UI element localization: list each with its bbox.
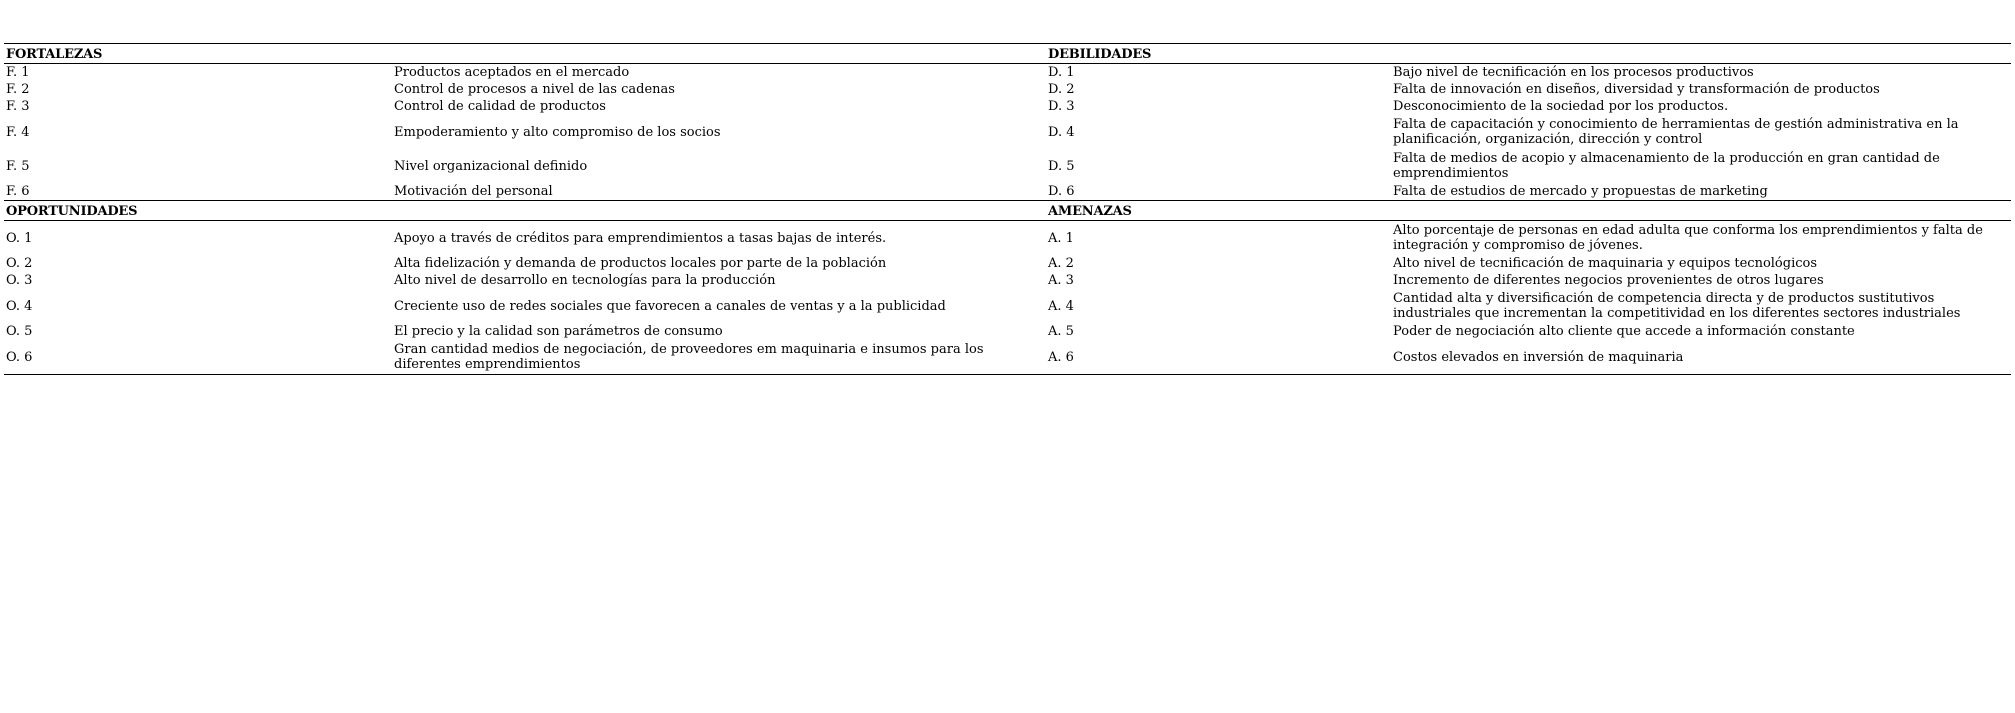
table-row — [4, 64, 2011, 82]
section-header-amenazas: AMENAZAS — [1046, 201, 2011, 221]
opportunity-code: O. 6 — [4, 340, 392, 375]
threat-code: A. 4 — [1048, 298, 1074, 314]
threat-text: Alto nivel de tecnificación de maquinaria y equipos tecnológicos — [1393, 256, 1818, 271]
section-header-oportunidades: OPORTUNIDADES — [4, 201, 1046, 221]
table-row — [4, 255, 2011, 272]
strength-text: Motivación del personal — [394, 184, 553, 199]
opportunity-text: Apoyo a través de créditos para emprendimientos a tasas bajas de interés. — [394, 230, 887, 246]
table-row — [4, 98, 2011, 115]
opportunity-text: Creciente uso de redes sociales que favorecen a canales de ventas y a la publicidad — [394, 298, 946, 314]
strength-text: Control de procesos a nivel de las cadenas — [394, 82, 675, 97]
opportunity-text: Alto nivel de desarrollo en tecnologías para la producción — [394, 273, 776, 288]
section-header-row — [4, 201, 2011, 221]
table-row — [4, 115, 2011, 149]
strength-code: F. 6 — [6, 184, 30, 199]
threat-code: A. 5 — [1048, 324, 1074, 339]
weakness-text: Falta de medios de acopio y almacenamiento de la producción en gran cantidad de emprendimientos — [1393, 151, 1940, 181]
strength-code: F. 1 — [6, 65, 30, 80]
weakness-text: Falta de innovación en diseños, diversidad y transformación de productos — [1393, 82, 1880, 97]
weakness-text: Falta de capacitación y conocimiento de herramientas de gestión administrativa en la planificación, organización, dirección y control — [1393, 117, 1959, 147]
threat-code: A. 2 — [1048, 256, 1074, 271]
threat-text: Costos elevados en inversión de maquinaria — [1391, 340, 2011, 375]
strength-text: Control de calidad de productos — [394, 99, 606, 114]
strength-code: F. 4 — [6, 124, 30, 140]
section-header-row — [4, 44, 2011, 64]
table-row — [4, 149, 2011, 183]
opportunity-text: El precio y la calidad son parámetros de consumo — [394, 324, 723, 339]
section-header-fortalezas: FORTALEZAS — [4, 44, 1046, 64]
strength-text: Productos aceptados en el mercado — [394, 65, 630, 80]
weakness-text: Bajo nivel de tecnificación en los procesos productivos — [1393, 65, 1754, 80]
table-row — [4, 183, 2011, 201]
weakness-text: Desconocimiento de la sociedad por los productos. — [1393, 99, 1729, 114]
strength-code: F. 3 — [6, 99, 30, 114]
table-row — [4, 289, 2011, 323]
table-row — [4, 272, 2011, 289]
weakness-text: Falta de estudios de mercado y propuestas de marketing — [1393, 184, 1768, 199]
strength-text: Empoderamiento y alto compromiso de los socios — [394, 124, 721, 140]
threat-text: Poder de negociación alto cliente que accede a información constante — [1393, 324, 1855, 339]
threat-code: A. 3 — [1048, 273, 1074, 288]
opportunity-text: Alta fidelización y demanda de productos locales por parte de la población — [394, 256, 887, 271]
weakness-code: D. 3 — [1048, 99, 1075, 114]
threat-code: A. 6 — [1046, 340, 1391, 375]
opportunity-code: O. 2 — [6, 256, 33, 271]
swot-table — [4, 43, 2011, 375]
strength-text: Nivel organizacional definido — [394, 158, 588, 174]
strength-code: F. 2 — [6, 82, 30, 97]
table-row — [4, 340, 2011, 375]
weakness-code: D. 6 — [1048, 184, 1075, 199]
opportunity-code: O. 5 — [6, 324, 33, 339]
opportunity-text: Gran cantidad medios de negociación, de proveedores em maquinaria e insumos para los diferentes emprendimientos — [392, 340, 1046, 375]
opportunity-code: O. 1 — [6, 230, 33, 246]
weakness-code: D. 1 — [1048, 65, 1075, 80]
table-row — [4, 81, 2011, 98]
opportunity-code: O. 3 — [6, 273, 33, 288]
threat-code: A. 1 — [1048, 230, 1074, 246]
opportunity-code: O. 4 — [6, 298, 33, 314]
strength-code: F. 5 — [6, 158, 30, 174]
section-header-debilidades: DEBILIDADES — [1046, 44, 2011, 64]
weakness-code: D. 2 — [1048, 82, 1075, 97]
table-row — [4, 221, 2011, 256]
threat-text: Alto porcentaje de personas en edad adulta que conforma los emprendimientos y falta de integración y compromiso de jóvenes. — [1393, 223, 1983, 253]
threat-text: Cantidad alta y diversificación de competencia directa y de productos sustitutivos industriales que incrementan la competitividad en los diferentes sectores industriales — [1393, 291, 1961, 321]
weakness-code: D. 5 — [1048, 158, 1075, 174]
threat-text: Incremento de diferentes negocios provenientes de otros lugares — [1393, 273, 1824, 288]
table-row — [4, 323, 2011, 340]
weakness-code: D. 4 — [1048, 124, 1075, 140]
